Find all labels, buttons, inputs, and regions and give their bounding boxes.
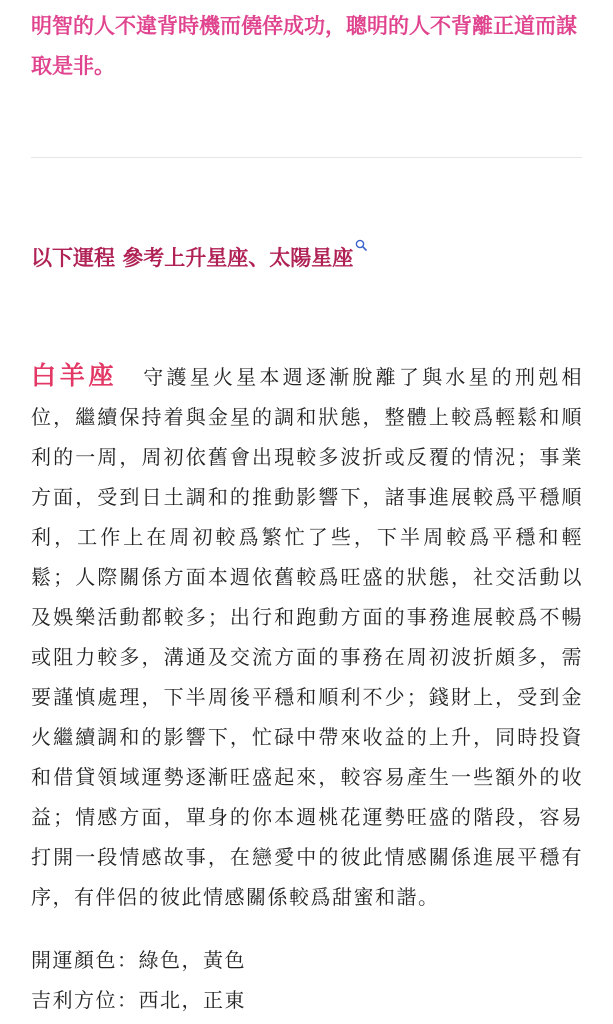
zodiac-sign-title: 白羊座 bbox=[31, 361, 118, 390]
lucky-colors: 開運顏色：綠色，黃色 bbox=[31, 948, 246, 972]
subheading-text: 以下運程 參考上升星座、太陽星座 bbox=[31, 246, 354, 270]
search-icon[interactable] bbox=[355, 226, 367, 238]
quote-text: 明智的人不違背時機而僥倖成功，聰明的人不背離正道而謀取是非。 bbox=[31, 14, 577, 78]
lucky-direction: 吉利方位：西北，正東 bbox=[31, 988, 246, 1012]
section-subheading bbox=[31, 240, 365, 276]
horoscope-paragraph bbox=[31, 356, 583, 917]
divider bbox=[31, 157, 582, 158]
horoscope-body: 守護星火星本週逐漸脫離了與水星的刑剋相位，繼續保持着與金星的調和狀態，整體上較爲輕鬆和順利的一周，周初依舊會出現較多波折或反覆的情況；事業方面，受到日土調和的推動影響下，諸事進展較爲平穩順利，工作上在周初較爲繁忙了些，下半周較爲平穩和輕鬆；人際關係方面本週依舊較爲旺盛的狀態，社交活動以及娛樂活動都較多；出行和跑動方面的事務進展較爲不暢或阻力較多，溝通及交流方面的事務在周初波折頗多，需要謹慎處理，下半周後平穩和順利不少；錢財上，受到金火繼續調和的影響下，忙碌中帶來收益的上升，同時投資和借貸領域運勢逐漸旺盛起來，較容易產生一些額外的收益；情感方面，單身的你本週桃花運勢旺盛的階段，容易打開一段情感故事，在戀愛中的彼此情感關係進展平穩有序，有伴侶的彼此情感關係較爲甜蜜和諧。 bbox=[31, 365, 583, 909]
